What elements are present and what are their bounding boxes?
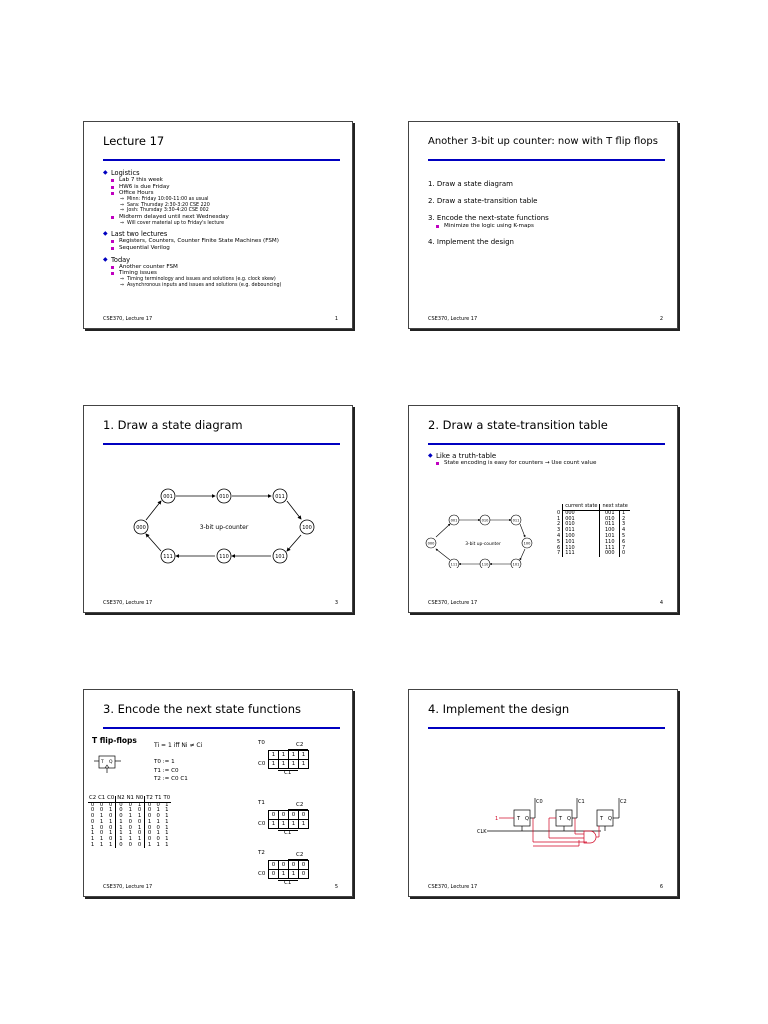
table-cell: 001 — [563, 517, 600, 523]
table-cell: 6 — [557, 544, 561, 551]
state-node — [449, 559, 459, 568]
input-one: 1 — [495, 816, 499, 822]
table-cell: 1 — [156, 807, 160, 814]
kmap-top-label: C2 — [296, 852, 304, 858]
title-rule — [103, 443, 340, 445]
table-cell: 4 — [557, 532, 561, 539]
kmap-cell: 1 — [299, 760, 309, 769]
slide-footer: CSE370, Lecture 17 — [428, 600, 478, 606]
table-header: N1 — [126, 795, 134, 801]
table-header: T0 — [163, 795, 171, 801]
table-cell: 1 — [137, 835, 142, 842]
title-rule — [103, 727, 340, 729]
slide-footer: CSE370, Lecture 17 — [428, 316, 478, 322]
table-cell: 1 — [156, 830, 160, 837]
kmap-cell: 0 — [279, 811, 289, 820]
table-cell: 0 — [128, 824, 132, 831]
table-cell: 111 — [600, 546, 620, 552]
kmap-cell: 0 — [299, 870, 309, 879]
kmap-name: T1 — [258, 800, 265, 806]
kmap-row — [269, 760, 309, 769]
table-cell: 0 — [137, 841, 142, 848]
state-node — [511, 559, 521, 568]
state-label: 000 — [136, 525, 146, 531]
table-cell: 011 — [563, 528, 600, 534]
output-c2: C2 — [620, 799, 627, 805]
ff-t-label: T — [600, 816, 604, 822]
kmap-cell: 0 — [269, 861, 279, 870]
bullet-last-two-lectures: ◆ Last two lectures — [103, 230, 344, 238]
table-cell: 1 — [156, 818, 160, 825]
table-cell: 0 — [109, 813, 113, 820]
sub-bullet: Timing issues — [103, 270, 344, 277]
table-cell: 1 — [145, 843, 154, 849]
state-node — [522, 538, 532, 548]
table-cell: 0 — [128, 841, 132, 848]
kmap-top-label: C2 — [296, 742, 304, 748]
state-label: 010 — [219, 494, 229, 500]
state-node — [511, 515, 521, 525]
table-cell: 1 — [165, 824, 169, 831]
state-node — [134, 520, 148, 534]
kmap-top-bar — [288, 859, 308, 860]
state-label: 101 — [512, 562, 520, 567]
kmap-row — [269, 820, 309, 829]
kmap-cell: 0 — [269, 870, 279, 879]
table-header: C0 — [107, 795, 115, 801]
sub-sub-bullet: ⇒ Minn: Friday 10:00-11:00 as usual — [103, 197, 344, 203]
table-cell: 0 — [145, 831, 154, 837]
state-node — [300, 520, 314, 534]
table-cell: 011 — [600, 522, 620, 528]
table-header: C2 — [89, 795, 97, 801]
table-cell: 5 — [557, 538, 561, 545]
diagram-label: 3-bit up-counter — [465, 542, 501, 547]
kmap-left-label: C0 — [258, 821, 266, 827]
sub-bullet: Registers, Counters, Counter Finite State Machines (FSM) — [103, 238, 344, 245]
table-cell: 1 — [137, 801, 142, 808]
state-label: 000 — [427, 541, 435, 546]
kmap-cell: 1 — [269, 751, 279, 760]
kmap-row — [269, 870, 309, 879]
table-cell: 010 — [563, 522, 600, 528]
slide-body — [428, 448, 669, 467]
table-row — [88, 843, 171, 849]
kmap-bottom-label: C1 — [284, 830, 292, 836]
kmap-top-label: C2 — [296, 802, 304, 808]
table-cell: 100 — [563, 534, 600, 540]
slide-5 — [83, 689, 353, 897]
table-cell: 1 — [109, 807, 113, 814]
slide-4 — [408, 405, 678, 613]
ff-q-label: Q — [608, 816, 612, 822]
slide-title: Lecture 17 — [103, 134, 165, 148]
ff-q-label: Q — [525, 816, 529, 822]
page-number: 3 — [334, 600, 338, 606]
steps-list — [428, 172, 669, 247]
state-label: 100 — [523, 541, 531, 546]
table-cell: 0 — [99, 824, 104, 831]
table-cell: 1 — [620, 510, 630, 516]
ff-t-label: T — [101, 760, 104, 765]
slide-footer: CSE370, Lecture 17 — [103, 316, 153, 322]
slide-body — [103, 165, 344, 288]
slide-title: 4. Implement the design — [428, 702, 570, 716]
kmap-cell: 0 — [289, 861, 299, 870]
table-cell: 0 — [156, 824, 160, 831]
kmap-cell: 1 — [279, 870, 289, 879]
bullet-today: ◆ Today — [103, 256, 344, 264]
table-cell: 0 — [145, 802, 154, 808]
kmap-bottom-label: C1 — [284, 770, 292, 776]
table-cell: 0 — [116, 802, 126, 808]
sub-sub-bullet: ⇒ Timing terminology and issues and solutions (e.g. clock skew) — [103, 277, 344, 283]
kmap-top-bar — [288, 749, 308, 750]
table-cell: 0 — [145, 826, 154, 832]
ff-t-label: T — [559, 816, 563, 822]
table-cell: 1 — [165, 813, 169, 820]
kmap-left-label: C0 — [258, 871, 266, 877]
table-cell: 0 — [116, 814, 126, 820]
state-transition-table — [555, 504, 630, 557]
slide-footer: CSE370, Lecture 17 — [103, 884, 153, 890]
state-label: 100 — [302, 525, 312, 531]
mini-state-diagram — [423, 508, 533, 568]
ff-q-label: Q — [109, 760, 113, 765]
step-2: 2. Draw a state-transition table — [428, 197, 538, 205]
table-cell: 0 — [99, 801, 104, 808]
equation-t0: T0 := 1 — [154, 759, 175, 765]
state-node — [426, 538, 436, 548]
slide-title: 1. Draw a state diagram — [103, 418, 243, 432]
kmap-top-bar — [288, 809, 308, 810]
step-4: 4. Implement the design — [428, 238, 514, 246]
kmap-left-label: C0 — [258, 761, 266, 767]
state-node — [480, 559, 490, 568]
kmap-cell: 0 — [289, 811, 299, 820]
table-cell: 1 — [99, 835, 104, 842]
subtitle: T flip-flops — [92, 736, 137, 745]
sub-bullet: Another counter FSM — [103, 264, 344, 271]
state-node — [161, 549, 175, 563]
state-node — [273, 549, 287, 563]
table-cell: 1 — [109, 841, 113, 848]
table-cell: 111 — [563, 551, 600, 557]
title-rule — [103, 159, 340, 161]
table-cell: 1 — [165, 818, 169, 825]
table-cell: 0 — [90, 801, 95, 808]
equations — [154, 758, 188, 784]
state-label: 110 — [219, 554, 229, 560]
kmap-row — [269, 811, 309, 820]
slide-6 — [408, 689, 678, 897]
kmap-bottom-label: C1 — [284, 880, 292, 886]
table-cell: 001 — [600, 510, 620, 516]
sub-bullet: HW6 is due Friday — [103, 184, 344, 191]
sub-bullet: Midterm delayed until next Wednesday — [103, 214, 344, 221]
step-3: 3. Encode the next-state functions — [428, 214, 549, 222]
kmap-t2 — [258, 850, 318, 887]
table-cell: 1 — [109, 818, 113, 825]
sub-sub-bullet: ⇒ Will cover material up to Friday's lecture — [103, 221, 344, 227]
state-label: 001 — [450, 518, 458, 523]
table-cell: 1 — [137, 824, 142, 831]
kmap-cell: 1 — [289, 820, 299, 829]
sub-bullet: Lab 7 this week — [103, 177, 344, 184]
kmap-cell: 0 — [299, 861, 309, 870]
table-cell: 6 — [620, 540, 630, 546]
table-cell: 0 — [156, 813, 160, 820]
table-cell: 1 — [165, 801, 169, 808]
table-cell: 1 — [116, 826, 126, 832]
output-c0: C0 — [536, 799, 543, 805]
counter-circuit — [469, 798, 639, 868]
kmap-cell: 1 — [289, 751, 299, 760]
table-cell: 1 — [156, 841, 160, 848]
state-label: 111 — [450, 562, 458, 567]
kmap-cell: 1 — [279, 751, 289, 760]
table-cell: 7 — [557, 550, 561, 557]
table-header: T1 — [154, 795, 162, 801]
table-cell: 0 — [145, 808, 154, 814]
slide-footer: CSE370, Lecture 17 — [103, 600, 153, 606]
sub-sub-bullet: ⇒ Josh: Thursday 3:30-4:20 CSE 002 — [103, 208, 344, 214]
state-label: 010 — [481, 518, 489, 523]
step-1: 1. Draw a state diagram — [428, 180, 513, 188]
state-node — [161, 489, 175, 503]
table-cell: 0 — [128, 818, 132, 825]
table-cell: 0 — [557, 509, 561, 516]
table-cell: 1 — [165, 830, 169, 837]
clk-label: CLK — [477, 829, 487, 835]
header-next-state: next state — [600, 504, 630, 510]
state-node — [273, 489, 287, 503]
table-cell: 1 — [165, 807, 169, 814]
state-label: 110 — [481, 562, 489, 567]
flip-flop-table — [88, 796, 171, 848]
kmap-t1 — [258, 800, 318, 837]
table-cell: 3 — [557, 527, 561, 534]
table-header: N0 — [135, 795, 144, 801]
page-number: 4 — [659, 600, 663, 606]
kmap-cell: 1 — [279, 820, 289, 829]
kmap-cell: 0 — [279, 861, 289, 870]
table-cell: 1 — [165, 835, 169, 842]
kmap-cell: 1 — [279, 760, 289, 769]
table-cell: 1 — [90, 841, 95, 848]
bullet-logistics: ◆ Logistics — [103, 169, 344, 177]
table-row — [555, 551, 630, 557]
table-header: T2 — [146, 795, 153, 801]
table-cell: 1 — [116, 837, 126, 843]
table-cell: 1 — [90, 830, 95, 837]
rule-text: Ti = 1 iff Ni ≠ Ci — [154, 742, 203, 749]
ff-t-label: T — [517, 816, 521, 822]
state-label: 011 — [275, 494, 285, 500]
table-cell: 0 — [145, 814, 154, 820]
bullet: ◆ Like a truth-table — [428, 452, 669, 460]
table-cell: 101 — [563, 540, 600, 546]
table-cell: 0 — [137, 818, 142, 825]
table-cell: 101 — [600, 534, 620, 540]
sub-bullet: Office Hours — [103, 190, 344, 197]
table-cell: 0 — [116, 843, 126, 849]
state-node — [217, 489, 231, 503]
title-rule — [428, 727, 665, 729]
table-header: C1 — [98, 795, 106, 801]
title-rule — [428, 443, 665, 445]
table-cell: 0 — [156, 835, 160, 842]
page-number: 5 — [334, 884, 338, 890]
step-3-sub: Minimize the logic using K-maps — [428, 223, 669, 230]
table-cell: 0 — [109, 801, 113, 808]
table-cell: 2 — [557, 521, 561, 528]
diagram-label: 3-bit up-counter — [199, 524, 249, 531]
table-cell: 1 — [165, 841, 169, 848]
state-node — [217, 549, 231, 563]
table-cell: 0 — [620, 551, 630, 557]
kmap-cell: 1 — [289, 870, 299, 879]
slide-footer: CSE370, Lecture 17 — [428, 884, 478, 890]
output-c1: C1 — [578, 799, 585, 805]
table-cell: 1 — [90, 835, 95, 842]
table-cell: 0 — [137, 807, 142, 814]
table-cell: 000 — [563, 510, 600, 516]
table-cell: 1 — [99, 818, 104, 825]
kmap-row — [269, 861, 309, 870]
kmap-cell: 1 — [289, 760, 299, 769]
slide-title: 2. Draw a state-transition table — [428, 418, 608, 432]
ff-q-label: Q — [567, 816, 571, 822]
title-rule — [428, 159, 665, 161]
table-cell: 0 — [109, 824, 113, 831]
state-label: 101 — [275, 554, 285, 560]
table-cell: 0 — [137, 830, 142, 837]
table-cell: 100 — [600, 528, 620, 534]
table-cell: 1 — [137, 813, 142, 820]
slide-2 — [408, 121, 678, 329]
table-cell: 3 — [620, 522, 630, 528]
table-header: N2 — [117, 795, 125, 801]
table-cell: 1 — [145, 820, 154, 826]
table-cell: 0 — [99, 830, 104, 837]
table-cell: 1 — [557, 515, 561, 522]
kmap-cell: 1 — [299, 820, 309, 829]
t-flip-flop-symbol — [94, 753, 124, 775]
state-label: 001 — [163, 494, 173, 500]
kmap-cell: 1 — [269, 820, 279, 829]
sub-sub-bullet: ⇒ Asynchronous inputs and issues and solutions (e.g. debouncing) — [103, 283, 344, 289]
table-cell: 0 — [156, 801, 160, 808]
table-cell: 010 — [600, 517, 620, 523]
table-cell: 0 — [145, 837, 154, 843]
kmap-cell: 1 — [269, 760, 279, 769]
page-number: 2 — [659, 316, 663, 322]
page-number: 6 — [659, 884, 663, 890]
sub-bullet: State encoding is easy for counters → Use count value — [428, 460, 669, 467]
table-cell: 0 — [90, 807, 95, 814]
page-number: 1 — [334, 316, 338, 322]
sub-bullet: Sequential Verilog — [103, 245, 344, 252]
slide-1 — [83, 121, 353, 329]
table-cell: 1 — [99, 841, 104, 848]
table-cell: 7 — [620, 546, 630, 552]
kmap-cell: 0 — [269, 811, 279, 820]
table-cell: 110 — [600, 540, 620, 546]
sub-sub-bullet: ⇒ Sara: Thursday 2:30-3:20 CSE 220 — [103, 203, 344, 209]
kmap-name: T2 — [258, 850, 265, 856]
table-cell: 1 — [109, 830, 113, 837]
table-cell: 1 — [128, 835, 132, 842]
kmap-row — [269, 751, 309, 760]
table-cell: 0 — [116, 808, 126, 814]
table-cell: 0 — [99, 807, 104, 814]
table-cell: 0 — [90, 818, 95, 825]
state-label: 011 — [512, 518, 520, 523]
kmap-cell: 0 — [299, 811, 309, 820]
table-cell: 1 — [116, 820, 126, 826]
table-cell: 0 — [90, 813, 95, 820]
kmap-name: T0 — [258, 740, 265, 746]
state-node — [480, 515, 490, 525]
table-cell: 5 — [620, 534, 630, 540]
slide-title: Another 3-bit up counter: now with T flip flops — [428, 136, 658, 147]
table-cell: 1 — [128, 830, 132, 837]
table-cell: 0 — [109, 835, 113, 842]
equation-t1: T1 := C0 — [154, 767, 179, 774]
slide-title: 3. Encode the next state functions — [103, 702, 301, 716]
state-node — [449, 515, 459, 525]
table-cell: 1 — [128, 807, 132, 814]
table-cell: 1 — [116, 831, 126, 837]
table-cell: 110 — [563, 546, 600, 552]
table-cell: 2 — [620, 517, 630, 523]
table-cell: 0 — [128, 801, 132, 808]
kmap-t0 — [258, 740, 318, 777]
header-current-state: current state — [563, 504, 600, 510]
state-label: 111 — [163, 554, 173, 560]
table-cell: 1 — [99, 813, 104, 820]
slide-3 — [83, 405, 353, 613]
table-cell: 000 — [600, 551, 620, 557]
state-diagram — [84, 476, 354, 576]
table-cell: 1 — [128, 813, 132, 820]
kmap-cell: 1 — [299, 751, 309, 760]
equation-t2: T2 := C0 C1 — [154, 776, 188, 782]
table-cell: 1 — [90, 824, 95, 831]
table-cell: 4 — [620, 528, 630, 534]
